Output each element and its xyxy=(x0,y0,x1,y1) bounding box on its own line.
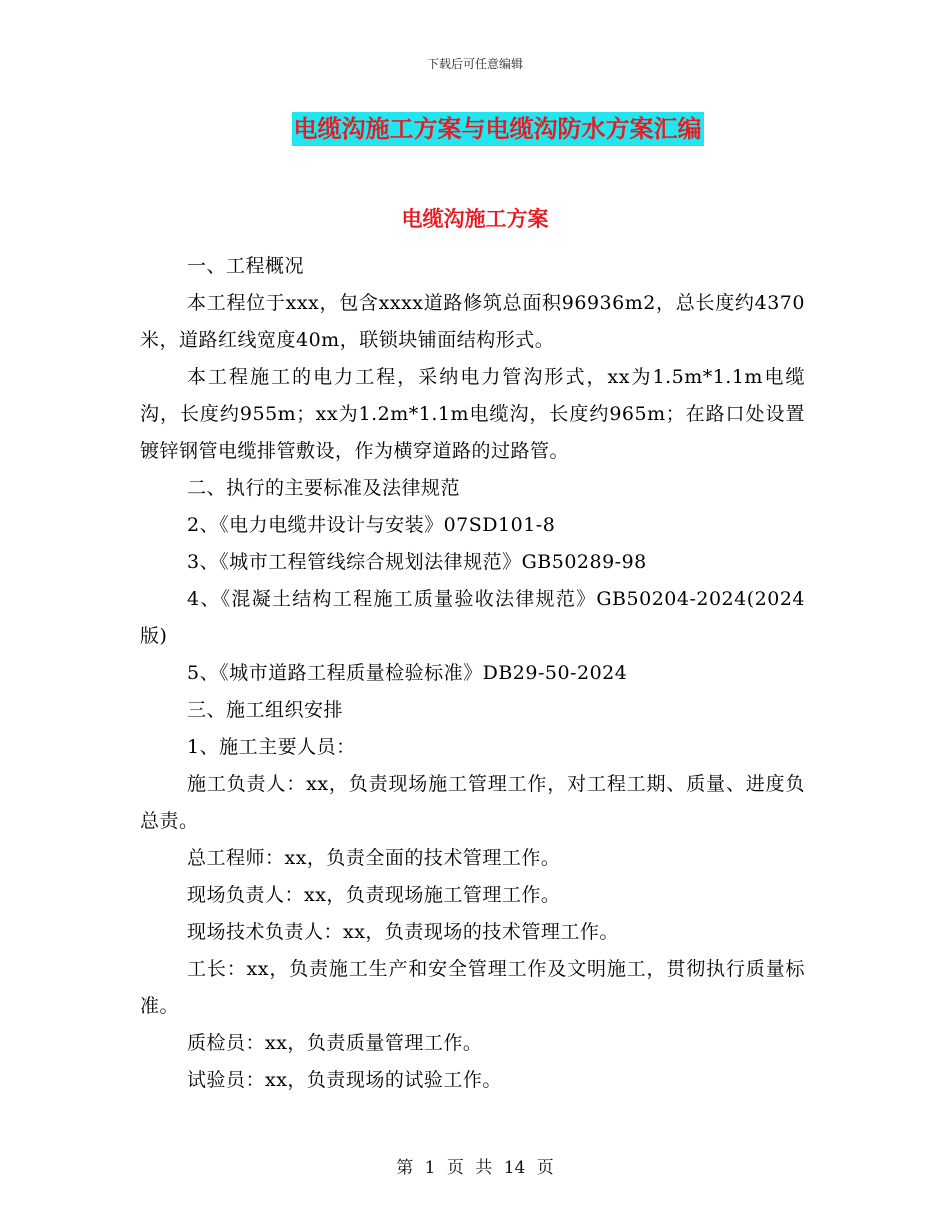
body-text xyxy=(140,248,805,1099)
paragraph: 二、执行的主要标准及法律规范 xyxy=(187,477,461,499)
paragraph: 一、工程概况 xyxy=(187,255,305,277)
paragraph: 1、施工主要人员： xyxy=(187,736,356,758)
document-title: 电缆沟施工方案与电缆沟防水方案汇编 xyxy=(292,112,704,146)
paragraph: 质检员：xx，负责质量管理工作。 xyxy=(187,1032,483,1054)
paragraph: 本工程施工的电力工程，采纳电力管沟形式，xx为1.5m*1.1m电缆沟，长度约955m；xx为1.2m*1.1m电缆沟，长度约965m；在路口处设置镀锌钢管电缆排管敷设，作为横穿道路的过路管。 xyxy=(140,366,805,462)
paragraph: 2、《电力电缆井设计与安装》07SD101-8 xyxy=(187,514,556,536)
paragraph: 试验员：xx，负责现场的试验工作。 xyxy=(187,1069,502,1091)
section-title: 电缆沟施工方案 xyxy=(401,207,549,231)
paragraph: 现场技术负责人：xx，负责现场的技术管理工作。 xyxy=(187,921,619,943)
header-note: 下载后可任意编辑 xyxy=(426,57,523,71)
paragraph: 现场负责人：xx，负责现场施工管理工作。 xyxy=(187,884,561,906)
paragraph: 4、《混凝土结构工程施工质量验收法律规范》GB50204-2024(2024版) xyxy=(140,588,805,647)
paragraph: 5、《城市道路工程质量检验标准》DB29-50-2024 xyxy=(187,662,628,684)
paragraph: 三、施工组织安排 xyxy=(187,699,344,721)
paragraph: 本工程位于xxx，包含xxxx道路修筑总面积96936m2，总长度约4370米，道路红线宽度40m，联锁块铺面结构形式。 xyxy=(140,292,805,351)
paragraph: 总工程师：xx，负责全面的技术管理工作。 xyxy=(187,847,561,869)
paragraph: 工长：xx，负责施工生产和安全管理工作及文明施工，贯彻执行质量标准。 xyxy=(140,958,805,1017)
paragraph: 3、《城市工程管线综合规划法律规范》GB50289-98 xyxy=(187,551,647,573)
doc-title-wrap xyxy=(0,112,950,146)
page-footer: 第 1 页 共 14 页 xyxy=(396,1158,554,1178)
paragraph: 施工负责人：xx，负责现场施工管理工作，对工程工期、质量、进度负总责。 xyxy=(140,773,805,832)
